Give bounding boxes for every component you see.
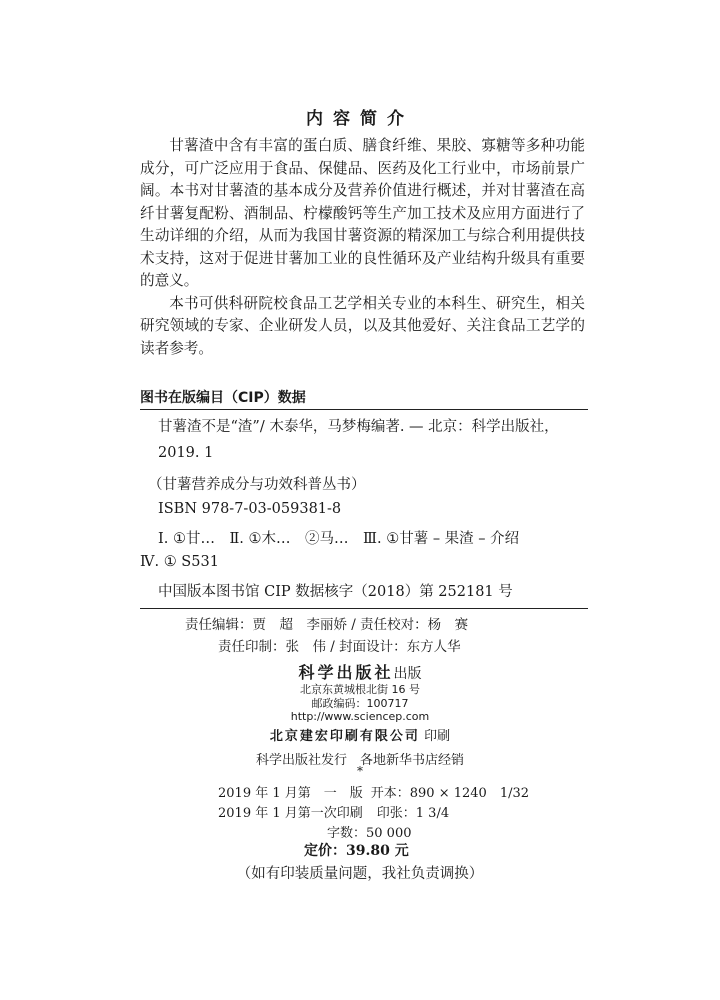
printing: 2019 年 1 月第一次印刷 [218,806,363,821]
sheets: 印张：1 3/4 [376,806,450,821]
credits-production: 责任印制：张 伟 / 封面设计：东方人华 [218,639,461,655]
summary-title: 内容简介 [306,109,414,129]
publisher-line [0,660,720,683]
format: 开本：890 × 1240 1/32 [370,786,530,801]
cip-classification: Ⅳ. ① S531 [140,554,219,570]
cip-isbn: ISBN 978-7-03-059381-8 [158,501,342,517]
publisher-logo: 科学出版社 [298,663,394,682]
separator-star: * [357,764,363,778]
publisher-postcode: 邮政编码：100717 [311,697,409,710]
cip-classification: Ⅰ. ①甘… Ⅱ. ①木… ②马… Ⅲ. ①甘薯 – 果渣 – 介绍 [158,531,520,547]
cip-series: （甘薯营养成分与功效科普丛书） [148,477,366,493]
publisher-suffix: 出版 [393,666,422,682]
quality-note: （如有印装质量问题，我社负责调换） [236,866,484,882]
price: 定价：39.80 元 [304,843,409,859]
summary-body [140,135,585,360]
word-count: 字数：50 000 [327,826,412,841]
summary-paragraph: 本书可供科研院校食品工艺学相关专业的本科生、研究生，相关研究领域的专家、企业研发人员，以及其他爱好、关注食品工艺学的读者参考。 [140,294,585,357]
edition: 2019 年 1 月第 一 版 [218,786,363,801]
summary-paragraph: 甘薯渣中含有丰富的蛋白质、膳食纤维、果胶、寡糖等多种功能成分，可广泛应用于食品、保健品、医药及化工行业中，市场前景广阔。本书对甘薯渣的基本成分及营养价值进行概述，并对甘薯渣在高纤甘薯复配粉、酒制品、柠檬酸钙等生产加工技术及应用方面进行了生动详细的介绍，从而为我国甘薯资源的精深加工与综合利用提供技术支持，这对于促进甘薯加工业的良性循环及产业结构升级具有重要的意义。 [140,137,585,289]
cip-year-line: 2019. 1 [158,445,214,461]
distribution-line: 科学出版社发行 各地新华书店经销 [255,753,464,768]
printing-line [218,802,449,821]
divider [140,608,588,609]
edition-line [218,782,529,801]
printer-line [0,725,720,744]
cip-heading: 图书在版编目（CIP）数据 [140,390,306,406]
cip-record-number: 中国版本图书馆 CIP 数据核字（2018）第 252181 号 [158,584,513,600]
publisher-website: http://www.sciencep.com [290,710,430,723]
printer-name: 北京建宏印刷有限公司 [269,729,420,744]
publisher-address: 北京东黄城根北街 16 号 [300,683,420,696]
printer-suffix: 印刷 [424,729,451,744]
credits-editors: 责任编辑：贾 超 李丽娇 / 责任校对：杨 赛 [185,617,469,633]
cip-title-line: 甘薯渣不是“渣”/ 木泰华，马梦梅编著. — 北京：科学出版社， [158,419,559,435]
divider [140,409,588,410]
